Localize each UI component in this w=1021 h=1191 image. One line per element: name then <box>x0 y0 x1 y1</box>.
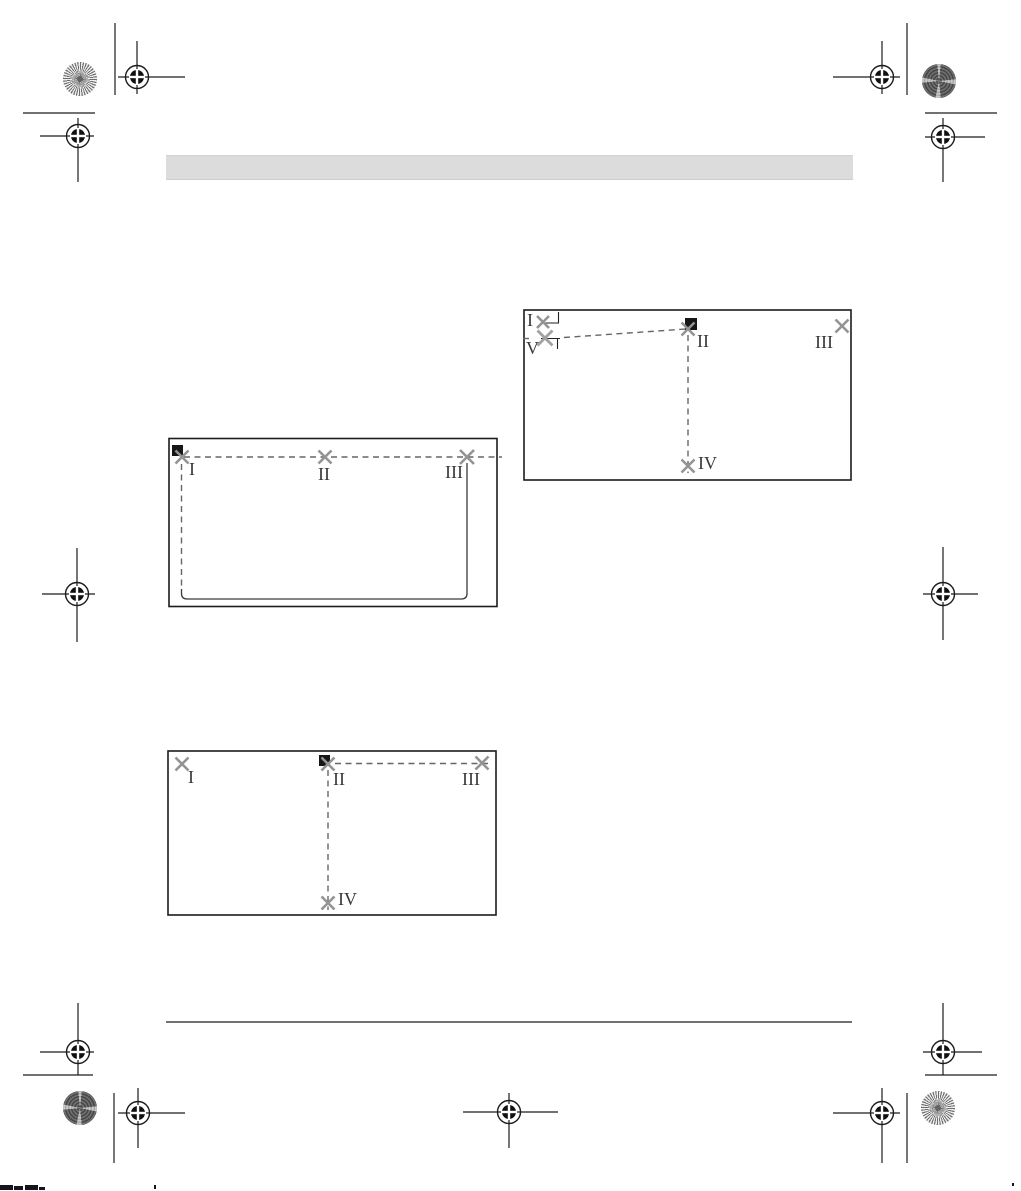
x-marker <box>836 320 849 333</box>
point-label-iii: III <box>815 332 833 352</box>
registration-mark <box>923 547 978 640</box>
registration-mark <box>833 1088 900 1163</box>
registration-mark <box>463 1093 558 1148</box>
target-square <box>172 445 183 456</box>
point-label-iv: IV <box>698 453 717 473</box>
x-marker <box>319 451 332 464</box>
registration-mark <box>923 1003 982 1075</box>
figure-wall-measurement-3 <box>166 749 502 919</box>
point-label-ii: II <box>697 331 709 351</box>
registration-mark <box>42 548 95 642</box>
color-control-quadrant-icon <box>922 64 956 98</box>
point-label-iii: III <box>462 769 480 789</box>
point-label-ii: II <box>318 464 330 484</box>
figure-wall-measurement-1 <box>168 437 506 609</box>
color-control-starburst-icon <box>921 1091 955 1125</box>
registration-mark <box>833 41 900 94</box>
point-label-iii: III <box>445 462 463 482</box>
registration-mark <box>40 1003 94 1075</box>
point-label-iv: IV <box>338 889 357 909</box>
registration-mark <box>118 41 185 94</box>
color-control-quadrant-icon <box>63 1091 97 1125</box>
point-label-ii: II <box>333 769 345 789</box>
point-label-i: I <box>188 767 194 787</box>
x-marker <box>176 758 189 771</box>
point-label-v: V <box>526 338 539 358</box>
registration-mark <box>925 118 985 182</box>
x-marker <box>537 316 549 328</box>
section-heading-bar <box>166 155 853 180</box>
figure-frame <box>168 751 496 915</box>
figure-wall-measurement-2 <box>521 308 857 483</box>
registration-mark <box>40 118 94 182</box>
point-label-i: I <box>527 310 533 330</box>
page-bottom-print-fragment <box>0 1183 1014 1190</box>
color-control-starburst-icon <box>63 62 97 96</box>
dashed-measure-line-slanted <box>564 329 686 338</box>
registration-mark <box>118 1088 185 1148</box>
point-label-i: I <box>189 459 195 479</box>
